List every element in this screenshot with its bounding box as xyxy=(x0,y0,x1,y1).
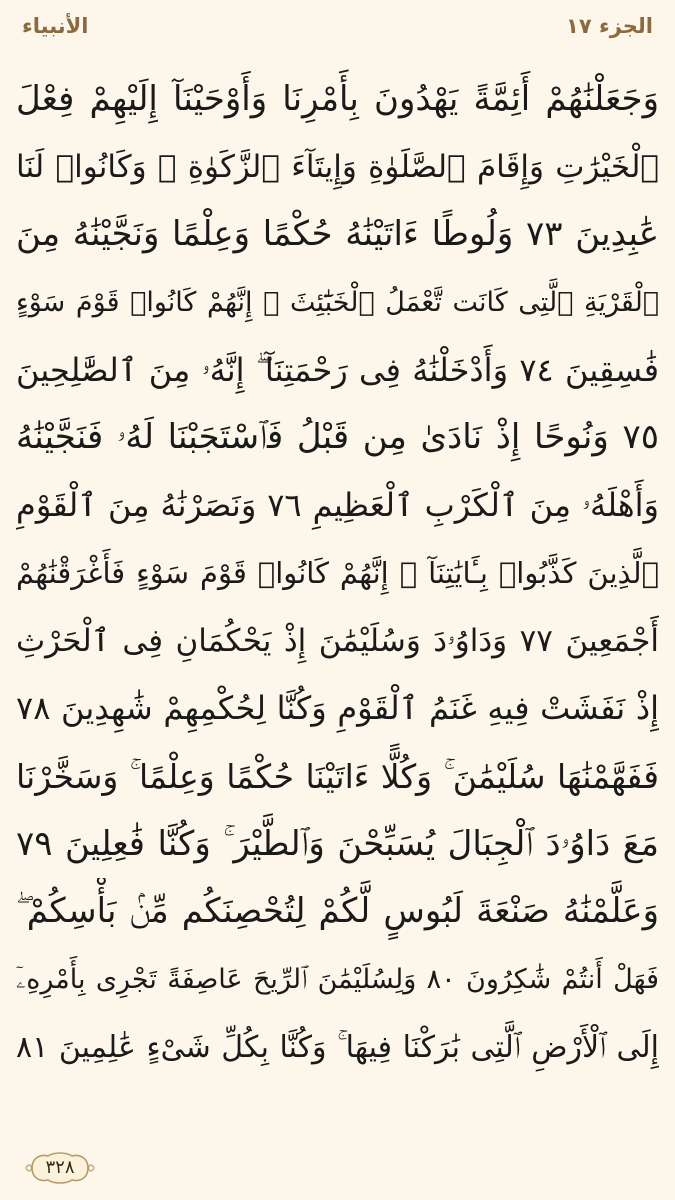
page-number: ٣٢٨ xyxy=(45,1157,75,1178)
text-line-15: إِلَى ٱلْأَرْضِ ٱلَّتِى بَٰرَكْنَا فِيهَا ۚ وَكُنَّا بِكُلِّ شَىْءٍ عَٰلِمِينَ ٨١ xyxy=(16,1029,659,1065)
juz-label: الجزء ١٧ xyxy=(566,14,653,38)
text-line-1: وَجَعَلْنَٰهُمْ أَئِمَّةً يَهْدُونَ بِأَمْرِنَا وَأَوْحَيْنَآ إِلَيْهِمْ فِعْلَ xyxy=(16,79,659,119)
text-line-9: أَجْمَعِينَ ٧٧ وَدَاوُۥدَ وَسُلَيْمَٰنَ إِذْ يَحْكُمَانِ فِى ٱلْحَرْثِ xyxy=(16,622,659,659)
text-line-12: مَعَ دَاوُۥدَ ٱلْجِبَالَ يُسَبِّحْنَ وَٱلطَّيْرَ ۚ وَكُنَّا فَٰعِلِينَ ٧٩ xyxy=(16,823,659,864)
text-line-7: وَأَهْلَهُۥ مِنَ ٱلْكَرْبِ ٱلْعَظِيمِ ٧٦ وَنَصَرْنَٰهُ مِنَ ٱلْقَوْمِ xyxy=(16,486,659,525)
text-line-5: فَٰسِقِينَ ٧٤ وَأَدْخَلْنَٰهُ فِى رَحْمَتِنَآ ۖ إِنَّهُۥ مِنَ ٱلصَّٰلِحِينَ xyxy=(16,350,659,389)
page-number-frame xyxy=(22,1150,98,1186)
quran-page-text xyxy=(16,66,659,1081)
page-footer xyxy=(0,1140,675,1200)
page-header xyxy=(0,0,675,54)
text-line-14: فَهَلْ أَنتُمْ شَٰكِرُونَ ٨٠ وَلِسُلَيْمَٰنَ ٱلرِّيحَ عَاصِفَةً تَجْرِى بِأَمْرِهِۦٓ xyxy=(16,963,659,995)
text-line-10: إِذْ نَفَشَتْ فِيهِ غَنَمُ ٱلْقَوْمِ وَكُنَّا لِحُكْمِهِمْ شَٰهِدِينَ ٧٨ xyxy=(16,689,659,728)
surah-name: الأنبياء xyxy=(22,14,89,38)
text-line-11: فَفَهَّمْنَٰهَا سُلَيْمَٰنَ ۚ وَكُلًّا ءَاتَيْنَا حُكْمًا وَعِلْمًا ۚ وَسَخَّرْنَا xyxy=(16,756,659,796)
text-line-2: ٱلْخَيْرَٰتِ وَإِقَامَ ٱلصَّلَوٰةِ وَإِيتَآءَ ٱلزَّكَوٰةِ ۖ وَكَانُوا۟ لَنَا xyxy=(16,148,659,185)
text-line-3: عَٰبِدِينَ ٧٣ وَلُوطًا ءَاتَيْنَٰهُ حُكْمًا وَعِلْمًا وَنَجَّيْنَٰهُ مِنَ xyxy=(16,214,659,255)
text-line-4: ٱلْقَرْيَةِ ٱلَّتِى كَانَت تَّعْمَلُ ٱلْخَبَٰٓئِثَ ۗ إِنَّهُمْ كَانُوا۟ قَوْمَ سَوْءٍ xyxy=(16,287,659,319)
text-line-8: ٱلَّذِينَ كَذَّبُوا۟ بِـَٔايَٰتِنَآ ۚ إِنَّهُمْ كَانُوا۟ قَوْمَ سَوْءٍ فَأَغْرَقْنَٰهُمْ xyxy=(16,555,659,590)
text-line-13: وَعَلَّمْنَٰهُ صَنْعَةَ لَبُوسٍ لَّكُمْ لِتُحْصِنَكُم مِّنۢ بَأْسِكُمْ ۖ xyxy=(16,891,659,932)
text-line-6: ٧٥ وَنُوحًا إِذْ نَادَىٰ مِن قَبْلُ فَٱسْتَجَبْنَا لَهُۥ فَنَجَّيْنَٰهُ xyxy=(16,417,659,458)
